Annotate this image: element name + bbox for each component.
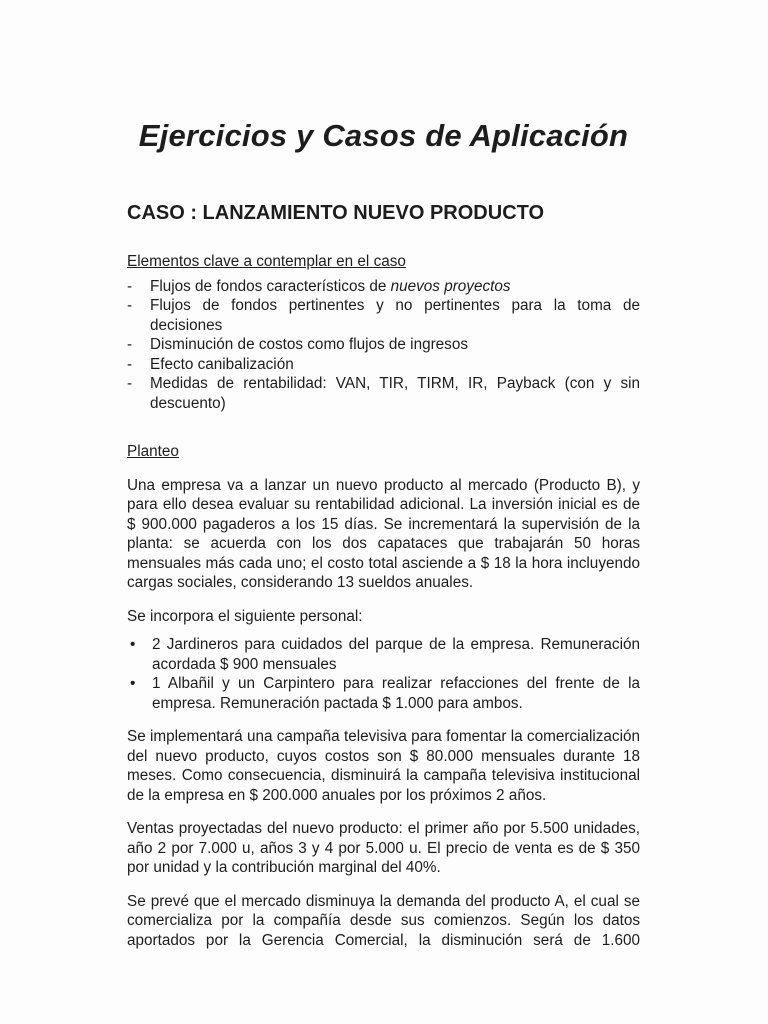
key-elements-list <box>127 277 640 414</box>
list-item <box>127 635 640 674</box>
paragraph-investment: Una empresa va a lanzar un nuevo producto al mercado (Producto B), y para ello desea evaluar su rentabilidad adicional. La inversión inicial es de $ 900.000 pagaderos a los 15 días. Se incrementará la supervisión de la planta: se acuerda con los dos capataces que trabajarán 50 horas mensuales más cada uno; el costo total asciende a $ 18 la hora incluyendo cargas sociales, considerando 13 sueldos anuales. <box>127 476 640 591</box>
key-elements-heading: Elementos clave a contemplar en el caso <box>127 253 406 270</box>
list-item-text-run: Flujos de fondos característicos de <box>150 277 391 295</box>
paragraph-campaign: Se implementará una campaña televisiva para fomentar la comercialización del nuevo producto, cuyos costos son $ 80.000 mensuales durante 18 meses. Como consecuencia, disminuirá la campaña televisiva institucional de la empresa en $ 200.000 anuales por los próximos 2 años. <box>127 728 640 804</box>
list-item <box>127 355 640 375</box>
list-item-text: 1 Albañil y un Carpintero para realizar refacciones del frente de la empresa. Remuneración pactada $ 1.000 para ambos. <box>152 675 640 712</box>
section-spacer <box>127 413 640 435</box>
list-item <box>127 674 640 713</box>
list-item-text: 2 Jardineros para cuidados del parque de la empresa. Remuneración acordada $ 900 mensuales <box>152 636 640 673</box>
paragraph-sales: Ventas proyectadas del nuevo producto: el primer año por 5.500 unidades, año 2 por 7.000 u, años 3 y 4 por 5.000 u. El precio de venta es de $ 350 por unidad y la contribución marginal del 40%. <box>127 820 640 876</box>
list-item-text: Medidas de rentabilidad: VAN, TIR, TIRM, IR, Payback (con y sin descuento) <box>150 375 640 412</box>
planteo-heading: Planteo <box>127 443 179 460</box>
bullet-list-marker: • <box>130 675 136 692</box>
list-item <box>127 374 640 413</box>
paragraph-market: Se prevé que el mercado disminuya la demanda del producto A, el cual se comercializa por la compañía desde sus comienzos. Según los datos aportados por la Gerencia Comercial, la disminución será de 1.600 <box>127 892 640 949</box>
bullet-list-marker: • <box>130 636 136 653</box>
dash-list-marker: - <box>127 336 133 353</box>
dash-list-marker: - <box>127 277 133 295</box>
list-item-text: Flujos de fondos pertinentes y no pertinentes para la toma de decisiones <box>150 297 640 334</box>
list-item <box>127 296 640 335</box>
document-main-title: Ejercicios y Casos de Aplicación <box>138 118 629 153</box>
paragraph-personnel-intro: Se incorpora el siguiente personal: <box>127 607 363 625</box>
case-heading: CASO : LANZAMIENTO NUEVO PRODUCTO <box>127 202 545 224</box>
list-item <box>127 277 640 297</box>
personnel-list <box>127 635 640 713</box>
dash-list-marker: - <box>127 355 133 373</box>
list-item-text: Efecto canibalización <box>150 355 294 373</box>
dash-list-marker: - <box>127 375 133 392</box>
list-item <box>127 335 640 355</box>
list-item-text <box>150 277 640 297</box>
list-item-text: Disminución de costos como flujos de ingresos <box>150 336 468 353</box>
list-item-emphasis: nuevos proyectos <box>390 277 511 295</box>
dash-list-marker: - <box>127 297 133 314</box>
